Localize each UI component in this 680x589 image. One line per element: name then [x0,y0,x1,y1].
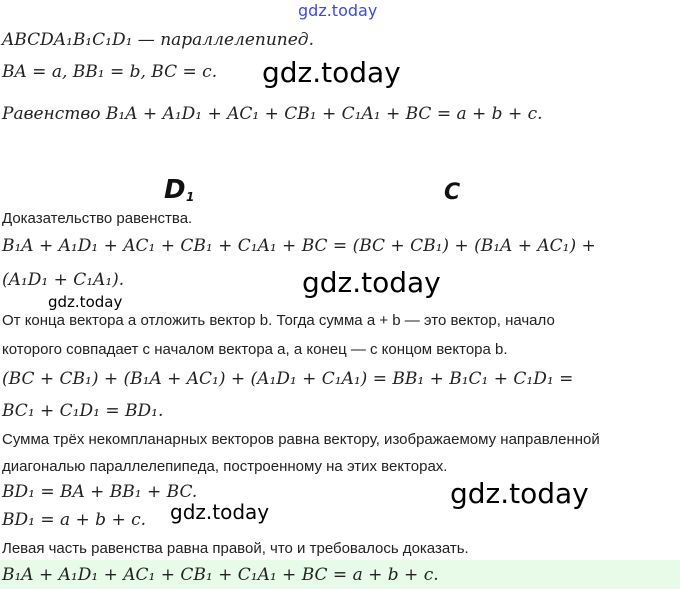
line-parallelepiped: ABCDA₁B₁C₁D₁ — параллелепипед. [2,30,314,50]
line-final-equality: B₁A + A₁D₁ + AC₁ + CB₁ + C₁A₁ + BC = a + b + c. [2,565,439,585]
line-explanation-2: которого совпадает с началом вектора a, а конец — с концом вектора b. [2,341,508,358]
figure-label-d1: D [164,175,186,205]
line-proof-2: (A₁D₁ + C₁A₁). [2,270,125,290]
watermark-5: gdz.today [170,500,270,524]
figure-label-d1-sub: 1 [186,190,195,204]
line-statement-2: диагональю параллелепипеда, построенному на этих векторах. [2,458,448,475]
line-explanation-1: От конца вектора a отложить вектор b. Тогда сумма a + b — это вектор, начало [2,312,555,329]
line-proof-heading: Доказательство равенства. [2,210,193,227]
line-proof-1: B₁A + A₁D₁ + AC₁ + CB₁ + C₁A₁ + BC = (BC + CB₁) + (B₁A + AC₁) + [2,236,596,256]
figure-label-c1: C [444,180,461,205]
line-proof-3: (BC + CB₁) + (B₁A + AC₁) + (A₁D₁ + C₁A₁) = BB₁ + B₁C₁ + C₁D₁ = [2,369,574,389]
watermark-1: gdz.today [262,56,401,89]
line-proof-4: BC₁ + C₁D₁ = BD₁. [2,401,164,421]
watermark-3: gdz.today [48,293,123,311]
watermark-2: gdz.today [302,266,441,299]
watermark-top: gdz.today [298,1,378,20]
line-conclusion: Левая часть равенства равна правой, что и требовалось доказать. [2,540,469,557]
watermark-4: gdz.today [450,477,589,510]
line-statement-1: Сумма трёх некомпланарных векторов равна вектору, изображаемому направленной [2,431,600,448]
line-vector-definitions: BA = a, BB₁ = b, BC = c. [2,62,218,82]
line-bd1-2: BD₁ = a + b + c. [2,510,147,530]
line-equality-statement: Равенство B₁A + A₁D₁ + AC₁ + CB₁ + C₁A₁ + BC = a + b + c. [2,104,543,124]
line-bd1-1: BD₁ = BA + BB₁ + BC. [2,482,198,502]
